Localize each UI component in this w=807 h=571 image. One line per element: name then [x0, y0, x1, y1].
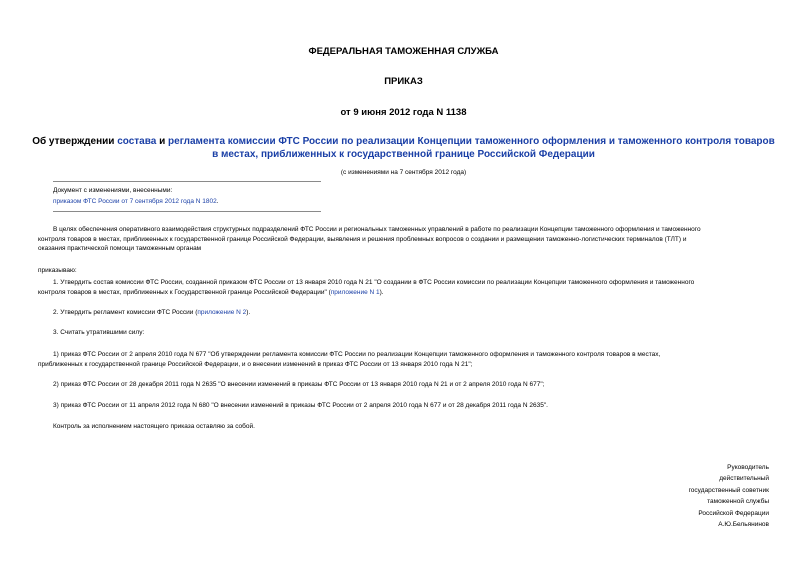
signature-line: таможенной службы	[707, 498, 769, 506]
document-title	[30, 136, 777, 161]
item-1-line	[38, 288, 772, 298]
intro-line: В целях обеспечения оперативного взаимодействия структурных подразделений ФТС России и региональных таможенных управлений в работе по реализации Концепции таможенного оформления и таможенного	[53, 226, 701, 233]
order-word	[38, 266, 772, 276]
signature-line: государственный советник	[688, 486, 769, 494]
item-1-close: ).	[379, 288, 384, 296]
changes-reference	[53, 197, 219, 206]
sub-item-3-text: 3) приказ ФТС России от 11 апреля 2012 года N 680 "О внесении изменений в приказы ФТС России от 2 апреля 2010 года N 677 и от 28 декабря 2011 года N 2635".	[53, 402, 548, 409]
title-link-composition[interactable]: состава	[117, 136, 157, 147]
appendix-2-link[interactable]: приложение N 2	[197, 309, 247, 316]
signature-line: Российской Федерации	[698, 509, 769, 517]
agency-name: ФЕДЕРАЛЬНАЯ ТАМОЖЕННАЯ СЛУЖБА	[308, 46, 499, 57]
sub-item-1	[38, 350, 772, 369]
title-link-regulation[interactable]: регламента комиссии ФТС России по реализации Концепции таможенного оформления и таможенного контроля товаров в местах, приближенных к государственной границе Российской Федерации	[168, 136, 775, 160]
item-1-text: контроля товаров в местах, приближенных к Государственной границе Российской Федерации" (	[38, 288, 331, 296]
item-3	[38, 328, 772, 338]
amendment-note: (с изменениями на 7 сентября 2012 года)	[340, 169, 467, 176]
title-conjunction: и	[156, 136, 169, 147]
item-1-line: 1. Утвердить состав комиссии ФТС России, созданной приказом ФТС России от 13 января 2010 года N 21 "О создании в ФТС России комиссии по реализации Концепции таможенного оформления и таможенного	[53, 279, 695, 286]
changes-bottom-rule	[53, 211, 321, 212]
sub-item-1-line: приближенных к государственной границе Российской Федерации, и о внесении изменений в приказ ФТС России от 13 января 2010 года N 21";	[38, 360, 473, 368]
sub-item-2	[38, 380, 772, 390]
order-word-text: приказываю:	[38, 267, 77, 274]
sub-item-2-text: 2) приказ ФТС России от 28 декабря 2011 года N 2635 "О внесении изменений в приказы ФТС России от 13 января 2010 года N 21 и от 2 апреля 2010 года N 677";	[53, 381, 545, 388]
title-prefix: Об утверждении	[32, 136, 118, 147]
changes-suffix: .	[216, 198, 219, 205]
intro-line: оказания практической помощи таможенным органам	[38, 245, 202, 253]
item-3-text: 3. Считать утратившими силу:	[53, 329, 145, 336]
sub-item-3	[38, 401, 772, 411]
item-2	[38, 308, 772, 318]
item-2-close: ).	[246, 309, 251, 316]
document-date-number: от 9 июня 2012 года N 1138	[340, 107, 467, 118]
sub-item-1-line: 1) приказ ФТС России от 2 апреля 2010 года N 677 "Об утверждении регламента комиссии ФТС России по реализации Концепции таможенного оформления и таможенного контроля товаров в местах,	[53, 351, 661, 358]
control-clause	[38, 422, 772, 432]
intro-line: контроля товаров в местах, приближенных к государственной границе Российской Федерации, выявления и решения проблемных вопросов о создании и размещении таможенно-логистических терминалов (ТЛТ) и	[38, 235, 687, 243]
changes-label: Документ с изменениями, внесенными:	[53, 187, 173, 194]
document-type: ПРИКАЗ	[384, 76, 423, 87]
signature-line: действительный	[719, 475, 769, 483]
changes-top-rule	[53, 181, 321, 182]
intro-paragraph	[38, 225, 772, 254]
appendix-1-link[interactable]: приложение N 1	[330, 288, 380, 296]
signature-line: Руководитель	[727, 464, 769, 471]
signatory-name: А.Ю.Бельянинов	[718, 521, 769, 529]
control-clause-text: Контроль за исполнением настоящего приказа оставляю за собой.	[53, 423, 255, 430]
item-2-line	[38, 308, 772, 318]
signature-block	[689, 462, 769, 530]
item-2-text: 2. Утвердить регламент комиссии ФТС России (	[53, 309, 198, 316]
item-1	[38, 278, 772, 297]
changes-order-link[interactable]: приказом ФТС России от 7 сентября 2012 года N 1802	[53, 198, 217, 205]
